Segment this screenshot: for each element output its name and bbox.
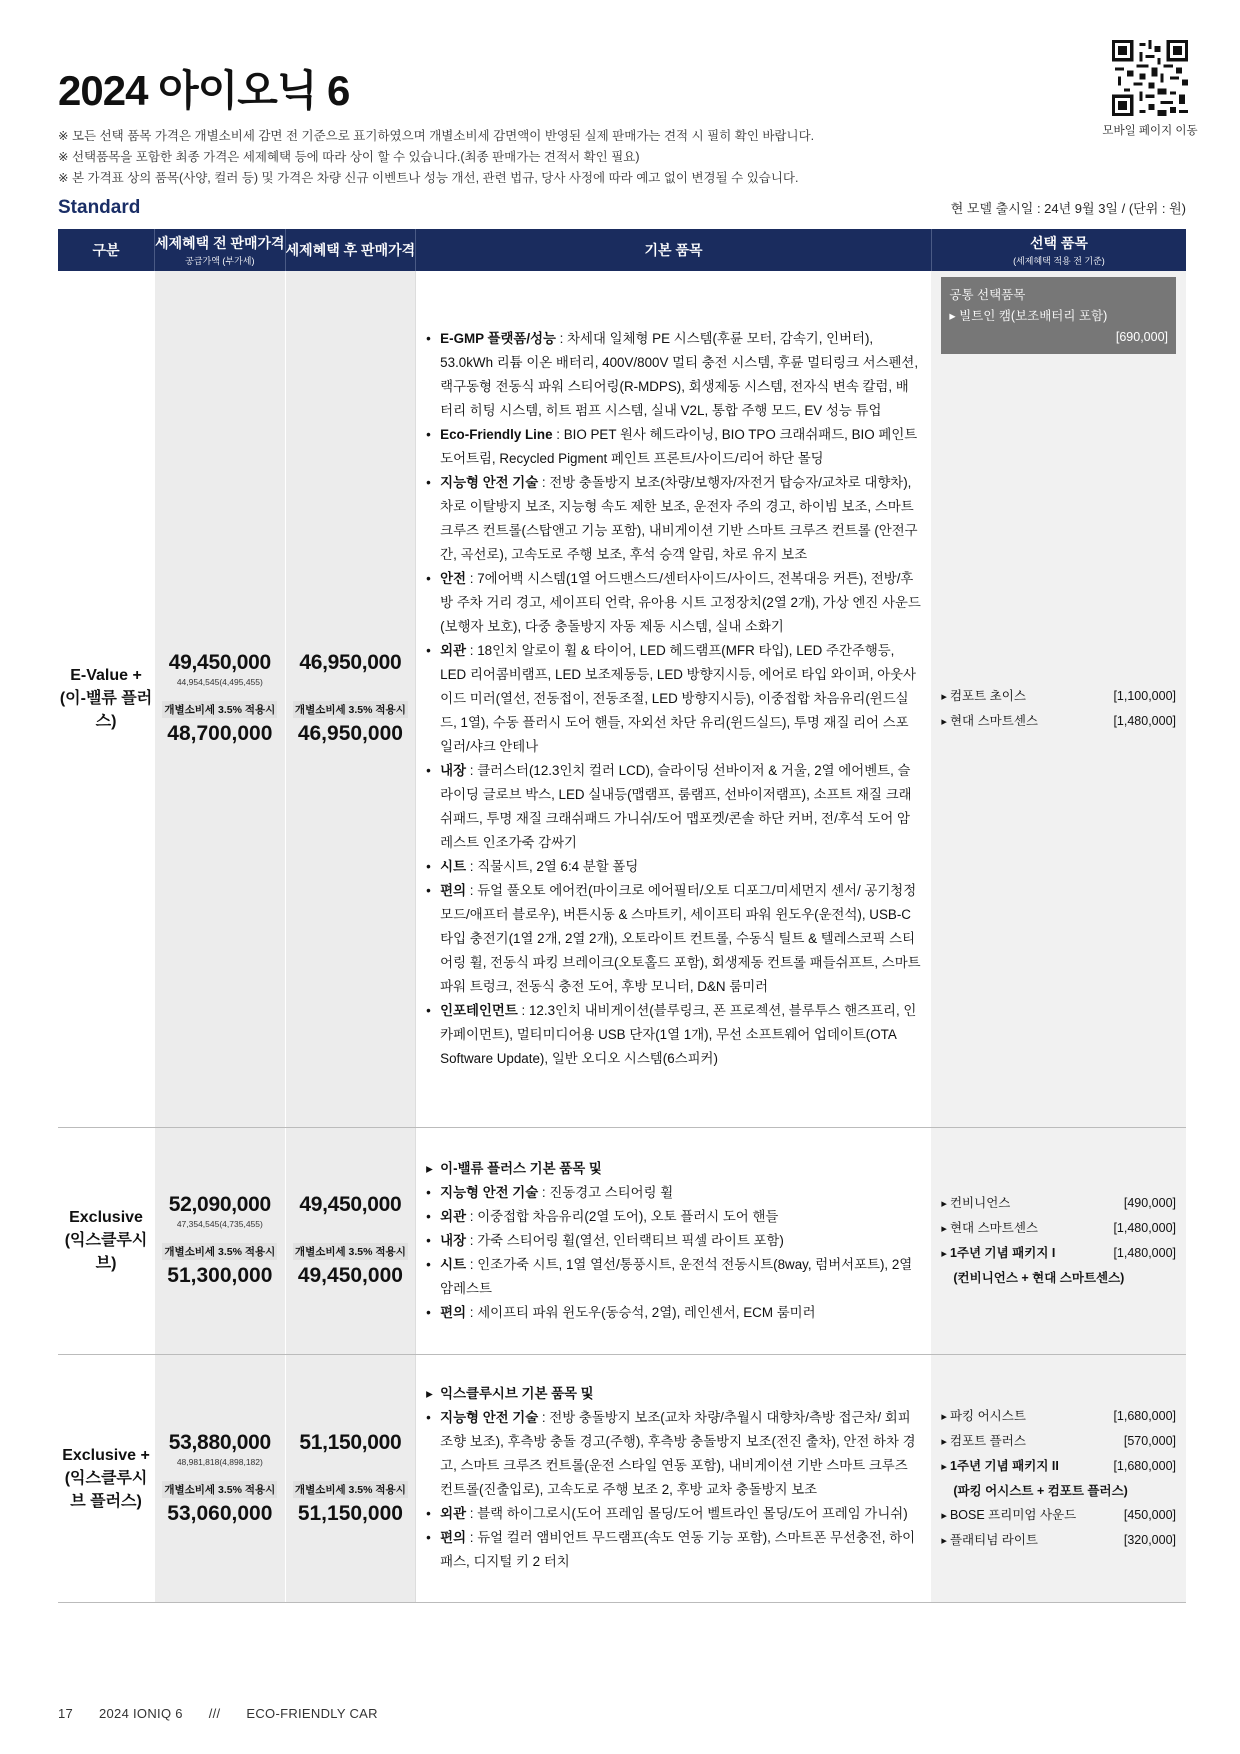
option-price: [1,480,000]: [1113, 1246, 1176, 1260]
supply-spacer: [286, 1457, 416, 1467]
price-before-applied: 53,060,000: [167, 1501, 273, 1525]
basic-item-text: : 세이프티 파워 윈도우(동승석, 2열), 레인센서, ECM 룸미러: [466, 1304, 816, 1320]
basic-item: [426, 759, 921, 855]
trim-name-cell: [58, 1127, 155, 1354]
basic-item: [426, 423, 921, 471]
option-name: ▸ 파킹 어시스트: [941, 1404, 1026, 1429]
footer-category: ECO-FRIENDLY CAR: [246, 1706, 378, 1721]
option-item: [941, 1404, 1176, 1429]
section-title: Standard: [58, 197, 141, 218]
basic-item: [426, 1502, 921, 1526]
price-before-cell: [155, 1127, 286, 1354]
basic-items: [426, 1382, 921, 1574]
basic-item: [426, 879, 921, 999]
option-name: ▸ BOSE 프리미엄 사운드: [941, 1503, 1076, 1528]
price-before: 53,880,000: [168, 1430, 271, 1454]
option-list: [941, 684, 1176, 734]
option-item: [941, 1454, 1176, 1479]
common-option-name: ▸ 빌트인 캠(보조배터리 포함): [949, 309, 1108, 323]
trim-name: Exclusive +: [62, 1446, 150, 1464]
footer-model: 2024 IONIQ 6: [98, 1706, 183, 1721]
option-item: [941, 1191, 1176, 1216]
basic-item-text: : 가죽 스티어링 휠(열선, 인터랙티브 픽셀 라이트 포함): [466, 1232, 784, 1248]
price-before: 49,450,000: [168, 651, 271, 675]
option-package-contents: (파킹 어시스트 + 컴포트 플러스): [953, 1483, 1128, 1498]
header-options-sub: (세제혜택 적용 전 기준): [1013, 256, 1105, 266]
price-after: 51,150,000: [299, 1430, 402, 1454]
basic-item: [426, 471, 921, 567]
basic-items-cell: [416, 271, 932, 1127]
basic-item-text: : 블랙 하이그로시(도어 프레임 몰딩/도어 벨트라인 몰딩/도어 프레임 가니쉬): [466, 1506, 908, 1521]
price-before-applied: 51,300,000: [167, 1264, 273, 1287]
header-price-after-label: 세제혜택 후 판매가격: [285, 242, 416, 258]
option-name: ▸ 현대 스마트센스: [941, 1216, 1038, 1241]
price-after: 46,950,000: [299, 651, 402, 675]
option-price: [490,000]: [1123, 1196, 1176, 1210]
option-price: [1,100,000]: [1113, 689, 1176, 703]
header-options: [931, 229, 1186, 271]
common-options-box: [941, 277, 1176, 354]
tax-applied-label: 개별소비세 3.5% 적용시: [162, 1243, 277, 1260]
price-after-cell: [285, 1127, 416, 1354]
basic-item: [426, 639, 921, 759]
trim-name-ko: (이-밸류 플러스): [59, 690, 153, 731]
header-price-before-sub: 공급가액 (부가세): [185, 256, 255, 266]
basic-item-label: E-GMP 플랫폼/성능: [440, 330, 556, 346]
basic-item: [426, 855, 921, 879]
basic-item-label: 시트: [440, 1256, 467, 1272]
footer-separator: ///: [208, 1706, 221, 1721]
option-name: ▸ 컴포트 초이스: [941, 684, 1026, 709]
basic-item: [426, 1253, 921, 1301]
basic-item-text: : 7에어백 시스템(1열 어드밴스드/센터사이드/사이드, 전복대응 커튼), 전방/후방 주차 거리 경고, 세이프티 언락, 유아용 시트 고정장치(2열 2개), 가상 엔진 사운드(보행자 보호), 다중 충돌방지 자동 제동 시스템, 실내 소화기: [440, 570, 921, 634]
basic-item-label: 지능형 안전 기술: [440, 1410, 539, 1425]
basic-item: [426, 1406, 921, 1502]
price-before-cell: [155, 271, 286, 1127]
header-category: [58, 229, 155, 271]
tax-applied-label: 개별소비세 3.5% 적용시: [293, 1481, 408, 1498]
basic-item-label: 지능형 안전 기술: [440, 474, 539, 490]
page-number: 17: [58, 1706, 74, 1721]
header-basic-label: 기본 품목: [644, 242, 703, 258]
basic-item-label: 시트: [440, 858, 467, 874]
option-name: ▸ 플래티넘 라이트: [941, 1528, 1038, 1553]
price-after-cell: [285, 1354, 416, 1602]
basic-item-label: 내장: [440, 1232, 467, 1248]
option-price: [1,680,000]: [1113, 1458, 1176, 1473]
basic-item-text: : 이중접합 차음유리(2열 도어), 오토 플러시 도어 핸들: [466, 1208, 779, 1224]
basic-item-label: 익스클루시브 기본 품목 및: [440, 1386, 594, 1401]
note-line: ※ 본 가격표 상의 품목(사양, 컬러 등) 및 가격은 차량 신규 이벤트나 성능 개선, 관련 법규, 당사 사정에 따라 예고 없이 변경될 수 있습니다.: [58, 171, 799, 185]
option-item: [941, 1216, 1176, 1241]
price-after-applied: 46,950,000: [297, 722, 403, 746]
basic-items-cell: [416, 1354, 932, 1602]
tax-applied-label: 개별소비세 3.5% 적용시: [293, 701, 408, 718]
basic-item-label: 외관: [440, 642, 467, 658]
supply-price: 47,354,545(4,735,455): [176, 1219, 263, 1229]
header-price-after: [285, 229, 416, 271]
basic-item: [426, 327, 921, 423]
option-price: [1,480,000]: [1113, 714, 1176, 728]
header-price-before: [155, 229, 286, 271]
price-after-applied: 49,450,000: [297, 1264, 403, 1287]
tax-applied-label: 개별소비세 3.5% 적용시: [293, 1243, 408, 1260]
basic-item: [426, 1382, 921, 1406]
price-after-cell: [285, 271, 416, 1127]
basic-item-text: : 전방 충돌방지 보조(차량/보행자/자전거 탑승자/교차로 대향차), 차로 이탈방지 보조, 지능형 속도 제한 보조, 운전자 주의 경고, 하이빔 보조, 스마트 크루즈 컨트롤(스탑앤고 기능 포함), 내비게이션 기반 스마트 크루즈 컨트롤 (안전구간, 곡선로), 고속도로 주행 보조, 후석 승객 알림, 차로 유지 보조: [440, 474, 918, 562]
basic-item-label: 외관: [440, 1208, 467, 1224]
page-title: 2024 아이오닉 6: [58, 67, 350, 114]
trim-name-cell: [58, 1354, 155, 1602]
basic-item-label: 지능형 안전 기술: [440, 1184, 539, 1200]
option-name: ▸ 컴포트 플러스: [941, 1429, 1026, 1454]
basic-item-label: 내장: [440, 762, 467, 778]
option-price: [1,480,000]: [1113, 1221, 1176, 1235]
basic-item-label: 편의: [440, 1530, 467, 1545]
header-price-before-label: 세제혜택 전 판매가격: [155, 235, 285, 251]
table-row: [58, 1354, 1186, 1602]
option-name: ▸ 컨비니언스: [941, 1191, 1010, 1216]
basic-item: [426, 1526, 921, 1574]
table-row: [58, 271, 1186, 1127]
common-option-price: [690,000]: [1115, 330, 1168, 344]
basic-item-text: : 듀얼 풀오토 에어컨(마이크로 에어필터/오토 디포그/미세먼지 센서/ 공기청정모드/애프터 블로우), 버튼시동 & 스마트키, 세이프티 파워 윈도우(운전석), USB-C타입 충전기(1열 2개, 2열 2개), 오토라이트 컨트롤, 수동식 틸트 & 텔레스코픽 스티어링 휠, 전동식 파킹 브레이크(오토홀드 포함), 회생제동 컨트롤 패들쉬프트, 스마트 파워 트렁크, 전동식 충전 도어, 후방 모니터, D&N 룸미러: [440, 882, 921, 994]
option-item: [941, 1503, 1176, 1528]
basic-item: [426, 1205, 921, 1229]
option-package-contents: (컨비니언스 + 현대 스마트센스): [953, 1271, 1125, 1285]
basic-item-label: 이-밸류 플러스 기본 품목 및: [440, 1160, 602, 1176]
release-info: 현 모델 출시일 : 24년 9월 3일 / (단위 : 원): [950, 201, 1186, 216]
options-cell: [931, 1354, 1186, 1602]
header-category-label: 구분: [92, 242, 120, 258]
supply-spacer: [286, 677, 416, 687]
basic-item-label: 안전: [440, 570, 467, 586]
price-table: [58, 229, 1186, 1603]
trim-name: Exclusive: [69, 1209, 143, 1226]
common-options-title: 공통 선택품목: [949, 288, 1026, 302]
option-price: [320,000]: [1123, 1532, 1176, 1547]
price-after: 49,450,000: [299, 1193, 402, 1216]
option-name: ▸ 현대 스마트센스: [941, 709, 1038, 734]
basic-item-label: 인포테인먼트: [440, 1002, 518, 1018]
basic-item-text: : BIO PET 원사 헤드라이닝, BIO TPO 크래쉬패드, BIO 페인트 도어트림, Recycled Pigment 페인트 프론트/사이드/리어 하단 몰딩: [440, 426, 918, 466]
option-item: [941, 684, 1176, 709]
option-list: [941, 1404, 1176, 1553]
basic-item: [426, 999, 921, 1071]
header-options-label: 선택 품목: [1029, 235, 1088, 251]
option-item: [941, 1429, 1176, 1454]
tax-applied-label: 개별소비세 3.5% 적용시: [162, 1481, 277, 1498]
basic-item-text: : 12.3인치 내비게이션(블루링크, 폰 프로젝션, 블루투스 핸즈프리, 인카페이먼트), 멀티미디어용 USB 단자(1열 1개), 무선 소프트웨어 업데이트(OTA Software Update), 일반 오디오 시스템(6스피커): [440, 1002, 917, 1066]
trim-name: E-Value +: [70, 667, 142, 685]
option-list: [941, 1191, 1176, 1290]
trim-name-ko: (익스클루시브 플러스): [64, 1469, 148, 1510]
basic-item-text: : 진동경고 스티어링 휠: [538, 1184, 674, 1200]
basic-item-text: : 인조가죽 시트, 1열 열선/통풍시트, 운전석 전동시트(8way, 럼버서포트), 2열 암레스트: [440, 1256, 913, 1296]
trim-name-ko: (익스클루시브): [64, 1232, 148, 1272]
notes: [58, 126, 814, 189]
supply-price: 48,981,818(4,898,182): [176, 1456, 263, 1467]
basic-item-text: : 전방 충돌방지 보조(교차 차량/추월시 대향차/측방 접근차/ 회피 조향 보조), 후측방 충돌 경고(주행), 후측방 충돌방지 보조(전진 출차), 안전 하차 경고, 스마트 크루즈 컨트롤(운전 스타일 연동 포함), 내비게이션 기반 스마트 크루즈 컨트롤(진출입로), 고속도로 주행 보조 2, 후방 교차 충돌방지 보조: [440, 1410, 916, 1497]
basic-item-text: : 차세대 일체형 PE 시스템(후륜 모터, 감속기, 인버터), 53.0kWh 리튬 이온 배터리, 400V/800V 멀티 충전 시스템, 후륜 멀티링크 서스펜션, 랙구동형 전동식 파워 스티어링(R-MDPS), 회생제동 시스템, 전자식 변속 칼럼, 배터리 히팅 시스템, 히트 펌프 시스템, 실내 V2L, 통합 주행 모드, EV 성능 튜업: [440, 330, 919, 418]
basic-item: [426, 1181, 921, 1205]
header-basic: [416, 229, 932, 271]
basic-item-text: : 직물시트, 2열 6:4 분할 폴딩: [466, 858, 639, 874]
option-price: [570,000]: [1123, 1433, 1176, 1448]
basic-item-text: : 듀얼 컬러 앰비언트 무드램프(속도 연동 기능 포함), 스마트폰 무선충전, 하이패스, 디지털 키 2 터치: [440, 1530, 916, 1569]
option-price: [1,680,000]: [1113, 1408, 1176, 1423]
note-line: ※ 선택품목을 포함한 최종 가격은 세제혜택 등에 따라 상이 할 수 있습니다.(최종 판매가는 견적서 확인 필요): [58, 150, 640, 164]
basic-item-label: 편의: [440, 1304, 467, 1320]
table-row: [58, 1127, 1186, 1354]
basic-item-text: : 18인치 알로이 휠 & 타이어, LED 헤드램프(MFR 타입), LED 주간주행등, LED 리어콤비램프, LED 보조제동등, LED 방향지시등, 에어로 타입 와이퍼, 아웃사이드 미러(열선, 전동접이, 전동조절, LED 방향지시등), 이중접합 차음유리(윈드실드, 1열), 수동 플러시 도어 핸들, 자외선 차단 유리(윈드실드), 투명 재질 리어 스포일러/샤크 안테나: [440, 642, 916, 754]
option-name: ▸ 1주년 기념 패키지 II: [941, 1454, 1058, 1479]
option-item: [941, 1241, 1176, 1266]
option-item: [941, 709, 1176, 734]
option-price: [450,000]: [1123, 1507, 1176, 1522]
basic-item-text: : 클러스터(12.3인치 컬러 LCD), 슬라이딩 선바이저 & 거울, 2열 에어벤트, 슬라이딩 글로브 박스, LED 실내등(맵램프, 룸램프, 선바이저램프), 소프트 재질 크래쉬패드, 투명 재질 크래쉬패드 가니쉬/도어 맵포켓/콘솔 하단 커버, 전/후석 도어 암레스트 인조가죽 감싸기: [440, 762, 912, 850]
price-before-applied: 48,700,000: [167, 722, 273, 746]
price-after-applied: 51,150,000: [297, 1501, 403, 1525]
basic-item-label: 편의: [440, 882, 467, 898]
basic-item: [426, 1229, 921, 1253]
basic-items: [426, 1157, 921, 1325]
basic-items-cell: [416, 1127, 932, 1354]
price-before-cell: [155, 1354, 286, 1602]
note-line: ※ 모든 선택 품목 가격은 개별소비세 감면 전 기준으로 표기하였으며 개별소비세 감면액이 반영된 실제 판매가는 견적 시 필히 확인 바랍니다.: [58, 129, 815, 143]
options-cell: [931, 1127, 1186, 1354]
qr-label[interactable]: 모바일 페이지 이동: [1102, 125, 1198, 137]
basic-item: [426, 1157, 921, 1181]
table-header-row: [58, 229, 1186, 271]
options-cell: [931, 271, 1186, 1127]
option-name: ▸ 1주년 기념 패키지 I: [941, 1241, 1055, 1266]
basic-item-label: 외관: [440, 1506, 467, 1521]
option-item: [941, 1528, 1176, 1553]
footer: [58, 1706, 400, 1721]
basic-item: [426, 567, 921, 639]
supply-spacer: [286, 1219, 416, 1229]
basic-item: [426, 1301, 921, 1325]
qr-code-icon[interactable]: [1112, 40, 1188, 116]
tax-applied-label: 개별소비세 3.5% 적용시: [162, 701, 277, 718]
basic-item-label: Eco-Friendly Line: [440, 426, 553, 442]
basic-items: [426, 327, 921, 1071]
supply-price: 44,954,545(4,495,455): [176, 677, 263, 688]
trim-name-cell: [58, 271, 155, 1127]
price-before: 52,090,000: [168, 1193, 271, 1216]
